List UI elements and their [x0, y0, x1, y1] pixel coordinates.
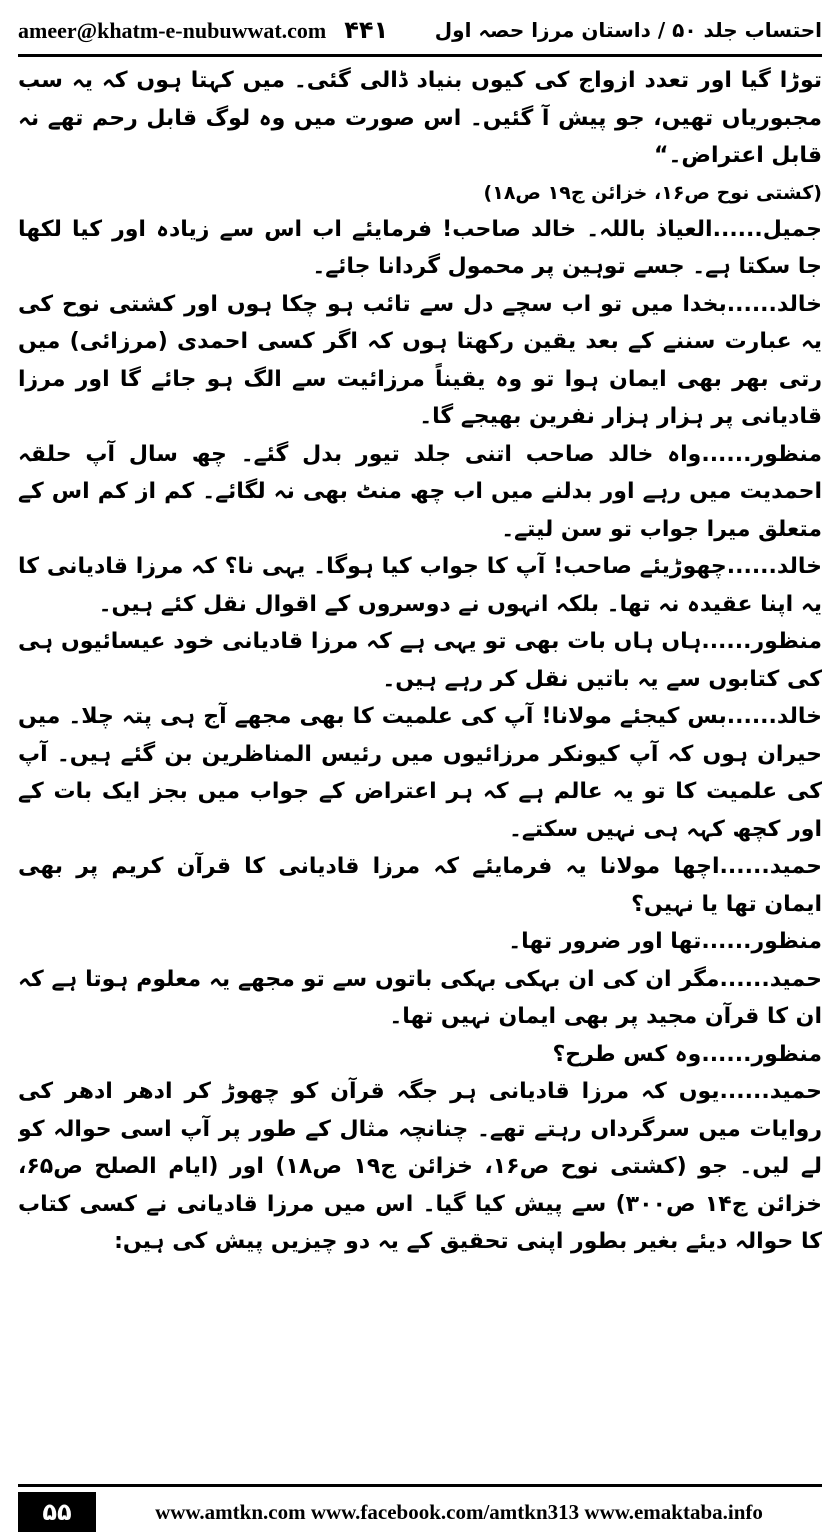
paragraph-text: واہ خالد صاحب اتنی جلد تیور بدل گئے۔ چھ سال آپ حلقہ احمدیت میں رہے اور بدلنے میں اب چھ منٹ بھی نہ لگائے۔ کم از کم اس کے متعلق میرا جواب تو سن لیتے۔: [18, 441, 822, 542]
speaker-separator: ......: [726, 554, 777, 579]
paragraph-text: وہ کس طرح؟: [552, 1041, 702, 1067]
paragraph-text: العیاذ باللہ۔ خالد صاحب! فرمایئے اب اس سے زیادہ اور کیا لکھا جا سکتا ہے۔ جسے توہین پر محمول گردانا جائے۔: [18, 216, 822, 279]
speaker-separator: ......: [701, 629, 752, 654]
reference-line: [18, 175, 822, 211]
speaker-name: حمید: [769, 854, 822, 879]
paragraph-text: ہاں ہاں بات بھی تو یہی ہے کہ مرزا قادیانی خود عیسائیوں ہی کی کتابوں سے یہ باتیں نقل کر رہے ہیں۔: [18, 629, 822, 692]
dialogue-paragraph: [18, 1073, 822, 1261]
paragraph-text: توڑا گیا اور تعدد ازواج کی کیوں بنیاد ڈالی گئی۔ میں کہتا ہوں کہ یہ سب مجبوریاں تھیں، جو پیش آ گئیں۔ اس صورت میں وہ لوگ قابل رحم تھے نہ قابل اعتراض۔“: [18, 68, 822, 168]
paragraph-text: بس کیجئے مولانا! آپ کی علمیت کا بھی مجھے آج ہی پتہ چلا۔ میں حیران ہوں کہ آپ کیونکر مرزائیوں میں رئیس المناظرین بن گئے ہیں۔ آپ کی علمیت کا تو یہ عالم ہے کہ ہر اعتراض کے جواب میں بجز ایک بات کے اور کچھ کہہ ہی نہیں سکتے۔: [18, 704, 822, 842]
speaker-name: منظور: [751, 929, 822, 954]
footer-links: www.amtkn.com www.facebook.com/amtkn313 www.emaktaba.info: [155, 1499, 763, 1524]
speaker-name: حمید: [769, 1079, 822, 1104]
speaker-separator: ......: [719, 1079, 770, 1104]
page-footer: [18, 1490, 822, 1534]
paragraph-text: تھا اور ضرور تھا۔: [508, 929, 702, 954]
speaker-separator: ......: [719, 854, 770, 879]
speaker-separator: ......: [701, 929, 752, 954]
paragraph-text: چھوڑیئے صاحب! آپ کا جواب کیا ہوگا۔ یہی نا؟ کہ مرزا قادیانی کا یہ اپنا عقیدہ نہ تھا۔ بلکہ انہوں نے دوسروں کے اقوال نقل کئے ہیں۔: [18, 554, 822, 617]
speaker-separator: ......: [726, 704, 777, 729]
dialogue-paragraph: [18, 623, 822, 698]
paragraph-text: (کشتی نوح ص۱۶، خزائن ج۱۹ ص۱۸): [483, 181, 822, 204]
dialogue-paragraph: [18, 436, 822, 549]
dialogue-paragraph: [18, 1036, 822, 1074]
header-title: احتساب جلد ۵۰ / داستان مرزا حصہ اول: [434, 18, 822, 42]
header-page-number: ۴۴۱: [344, 16, 389, 44]
dialogue-paragraph: [18, 923, 822, 961]
footer-rule: [18, 1484, 822, 1487]
speaker-name: حمید: [769, 966, 822, 992]
paragraph-text: اچھا مولانا یہ فرمایئے کہ مرزا قادیانی کا قرآن کریم پر بھی ایمان تھا یا نہیں؟: [18, 854, 822, 917]
page-body: [18, 62, 822, 1462]
speaker-name: منظور: [751, 441, 822, 467]
paragraph-text: مگر ان کی ان بہکی بہکی باتوں سے تو مجھے یہ معلوم ہوتا ہے کہ ان کا قرآن مجید پر بھی ایمان نہیں تھا۔: [18, 966, 822, 1029]
speaker-separator: ......: [712, 216, 763, 242]
speaker-name: خالد: [776, 291, 822, 317]
footer-page-number: ۵۵: [18, 1492, 96, 1532]
speaker-name: خالد: [776, 554, 822, 579]
header-left: [18, 16, 388, 44]
dialogue-paragraph: [18, 211, 822, 286]
dialogue-paragraph: [18, 698, 822, 848]
speaker-name: جمیل: [762, 216, 822, 242]
speaker-separator: ......: [701, 441, 752, 467]
speaker-separator: ......: [726, 291, 777, 317]
dialogue-paragraph: [18, 548, 822, 623]
speaker-name: منظور: [751, 629, 822, 654]
speaker-separator: ......: [719, 966, 770, 992]
speaker-separator: ......: [701, 1041, 752, 1067]
speaker-name: منظور: [751, 1041, 822, 1067]
header-rule: [18, 54, 822, 57]
speaker-name: خالد: [776, 704, 822, 729]
dialogue-paragraph: [18, 286, 822, 436]
dialogue-paragraph: [18, 848, 822, 923]
dialogue-paragraph: [18, 62, 822, 175]
paragraph-text: یوں کہ مرزا قادیانی ہر جگہ قرآن کو چھوڑ کر ادھر ادھر کی روایات میں سرگرداں رہتے تھے۔ چنانچہ مثال کے طور پر آپ اسی حوالہ کو لے لیں۔ جو (کشتی نوح ص۱۶، خزائن ج۱۹ ص۱۸) اور (ایام الصلح ص۶۵، خزائن ج۱۴ ص۳۰۰) سے پیش کیا گیا۔ اس میں مرزا قادیانی نے کسی کتاب کا حوالہ دیئے بغیر بطور اپنی تحقیق کے یہ دو چیزیں پیش کی ہیں:: [18, 1079, 822, 1254]
paragraph-text: بخدا میں تو اب سچے دل سے تائب ہو چکا ہوں اور کشتی نوح کی یہ عبارت سننے کے بعد یقین رکھتا ہوں کہ اگر کسی احمدی (مرزائی) میں رتی بھر بھی ایمان ہوا تو وہ یقیناً مرزائیت سے الگ ہو جائے گا اور مرزا قادیانی پر ہزار ہزار نفرین بھیجے گا۔: [18, 291, 822, 429]
dialogue-paragraph: [18, 961, 822, 1036]
header-email: ameer@khatm-e-nubuwwat.com: [18, 18, 327, 43]
page-header: [18, 8, 822, 52]
